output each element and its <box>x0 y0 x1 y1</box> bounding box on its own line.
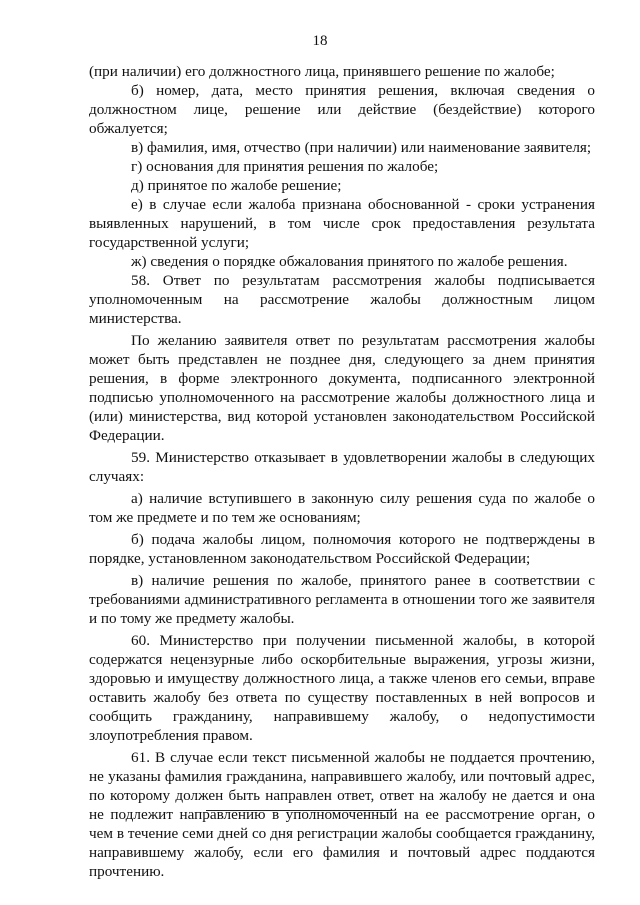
list-item-b: б) номер, дата, место принятия решения, включая сведения о должностном лице, решение или действие (бездействие) которого обжалуется; <box>89 82 595 137</box>
clause-59-item-v: в) наличие решения по жалобе, принятого ранее в соответствии с требованиями административного регламента в отношении того же заявителя и по тому же предмету жалобы. <box>89 572 595 627</box>
clause-59-item-b: б) подача жалобы лицом, полномочия которого не подтверждены в порядке, установленном законодательством Российской Федерации; <box>89 531 595 567</box>
clause-58: 58. Ответ по результатам рассмотрения жалобы подписывается уполномоченным на рассмотрение жалобы должностным лицом министерства. <box>89 272 595 327</box>
list-item-v: в) фамилия, имя, отчество (при наличии) или наименование заявителя; <box>131 139 592 156</box>
clause-59: 59. Министерство отказывает в удовлетворении жалобы в следующих случаях: <box>89 449 595 485</box>
document-body <box>89 62 595 881</box>
paragraph-continuation: (при наличии) его должностного лица, принявшего решение по жалобе; <box>89 63 555 80</box>
list-item-zh: ж) сведения о порядке обжалования принятого по жалобе решения. <box>131 253 568 270</box>
clause-60: 60. Министерство при получении письменной жалобы, в которой содержатся нецензурные либо оскорбительные выражения, угрозы жизни, здоровью и имуществу должностного лица, а также членов его семьи, вправе оставить жалобу без ответа по существу поставленных в ней вопросов и сообщить гражданину, направившему жалобу, о недопустимости злоупотребления правом. <box>89 632 595 744</box>
end-divider <box>206 810 392 811</box>
page-number: 18 <box>312 33 328 49</box>
list-item-d: д) принятое по жалобе решение; <box>131 177 342 194</box>
clause-61: 61. В случае если текст письменной жалобы не поддается прочтению, не указаны фамилия гражданина, направившего жалобу, или почтовый адрес, по которому должен быть направлен ответ, ответ на жалобу не дается и она не подлежит направлению в уполномоченный на ее рассмотрение орган, о чем в течение семи дней со дня регистрации жалобы сообщается гражданину, направившему жалобу, если его фамилия и почтовый адрес поддаются прочтению. <box>89 749 595 880</box>
list-item-e: е) в случае если жалоба признана обоснованной - сроки устранения выявленных нарушений, в том числе срок предоставления результата государственной услуги; <box>89 196 595 251</box>
clause-58-electronic-answer: По желанию заявителя ответ по результатам рассмотрения жалобы может быть представлен не позднее дня, следующего за днем принятия решения, в форме электронного документа, подписанного электронной подписью уполномоченного на рассмотрение жалобы должностного лица и (или) министерства, вид которой установлен законодательством Российской Федерации. <box>89 332 595 444</box>
list-item-g: г) основания для принятия решения по жалобе; <box>131 158 439 175</box>
clause-59-item-a: а) наличие вступившего в законную силу решения суда по жалобе о том же предмете и по тем же основаниям; <box>89 490 595 526</box>
